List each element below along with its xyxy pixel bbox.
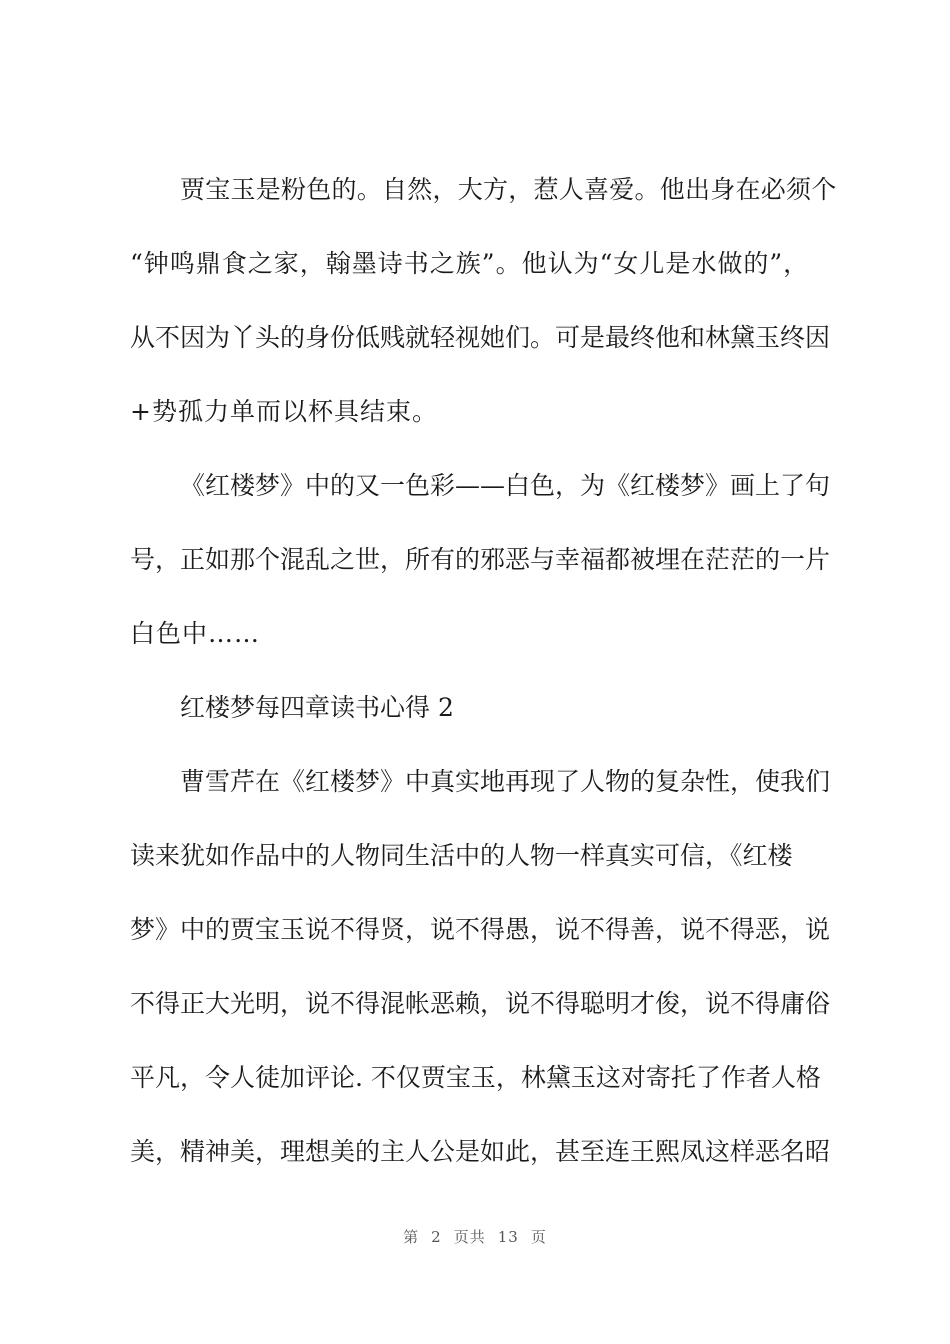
- text-line: [0, 836, 950, 876]
- text-line: [0, 170, 950, 210]
- text-line: [0, 244, 950, 284]
- line-text: 白色中……: [130, 619, 261, 648]
- text-line: [0, 1058, 950, 1098]
- footer-page-number: 2: [431, 1228, 442, 1246]
- line-text: 从不因为丫头的身份低贱就轻视她们。可是最终他和林黛玉终因: [130, 323, 831, 352]
- footer-total-pages: 13: [497, 1228, 519, 1246]
- line-text: 读来犹如作品中的人物同生活中的人物一样真实可信，《红楼: [130, 841, 793, 870]
- footer-suffix: 页: [530, 1228, 547, 1246]
- line-text: 曹雪芹在《红楼梦》中真实地再现了人物的复杂性，使我们: [180, 767, 831, 796]
- text-line: [0, 762, 950, 802]
- text-line: [0, 540, 950, 580]
- line-text: 不得正大光明，说不得混帐恶赖，说不得聪明才俊，说不得庸俗: [130, 989, 831, 1018]
- line-text: “钟鸣鼎食之家，翰墨诗书之族”。他认为“女儿是水做的”，: [130, 249, 810, 278]
- text-line: [0, 466, 950, 506]
- text-line: [0, 910, 950, 950]
- section-heading: [0, 688, 950, 728]
- line-text: 美，精神美，理想美的主人公是如此，甚至连王熙凤这样恶名昭: [130, 1137, 831, 1166]
- line-text: 《红楼梦》中的又一色彩——白色，为《红楼梦》画上了句: [180, 471, 831, 500]
- line-text: 梦》中的贾宝玉说不得贤，说不得愚，说不得善，说不得恶，说: [130, 915, 831, 944]
- line-text: 贾宝玉是粉色的。自然，大方，惹人喜爱。他出身在必须个: [180, 175, 837, 204]
- text-line: [0, 984, 950, 1024]
- footer-middle: 页共: [453, 1228, 486, 1246]
- footer-prefix: 第: [403, 1228, 420, 1246]
- line-text: 号，正如那个混乱之世，所有的邪恶与幸福都被埋在茫茫的一片: [130, 545, 831, 574]
- text-line: [0, 392, 950, 432]
- heading-text: 红楼梦每四章读书心得 2: [180, 693, 454, 722]
- line-text: 平凡，令人徒加评论. 不仅贾宝玉，林黛玉这对寄托了作者人格: [130, 1063, 821, 1092]
- text-line: [0, 318, 950, 358]
- line-text: +势孤力单而以杯具结束。: [130, 397, 438, 426]
- page-footer: [0, 1226, 950, 1247]
- text-line: [0, 614, 950, 654]
- text-line: [0, 1132, 950, 1172]
